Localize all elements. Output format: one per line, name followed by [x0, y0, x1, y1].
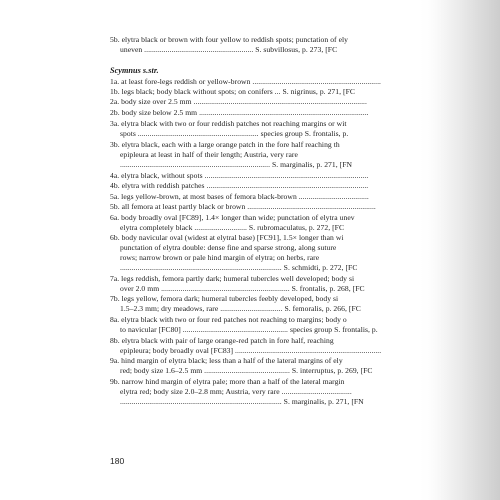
- page-number: 180: [110, 456, 125, 466]
- key-line: epipleura; body broadly oval [FC83] ...........................................................................: [120, 346, 382, 355]
- key-line: rows; narrow brown or pale hind margin of elytra; on herbs, rare: [120, 253, 320, 262]
- key-line: 9b. narrow hind margin of elytra pale; more than a half of the lateral margin: [110, 377, 345, 386]
- section-heading: Scymnus s.str.: [110, 66, 159, 75]
- key-line: to navicular [FC80] ...................................................... species group S. frontalis, p.: [120, 325, 378, 334]
- key-line: 8a. elytra black with two or four red patches not reaching to margins; body o: [110, 315, 347, 324]
- key-line: 1a. at least fore-legs reddish or yellow-brown ..................................................................: [110, 77, 381, 86]
- key-line: 6b. body navicular oval (widest at elytral base) [FC91], 1.5× longer than wi: [110, 233, 344, 242]
- key-line: 2a. body size over 2.5 mm .........................................................................................: [110, 97, 367, 106]
- key-line: elytra completely black ........................... S. rubromaculatus, p. 272, [FC: [120, 223, 345, 232]
- key-line: ............................................................................. S. marginalis, p. 271, [FN: [120, 160, 353, 169]
- key-line: ................................................................................... S. marginalis, p. 271, [FN: [120, 397, 364, 406]
- key-line: 3b. elytra black, each with a large orange patch in the fore half reaching th: [110, 140, 340, 149]
- page-curl-shadow: [430, 0, 500, 500]
- key-line: 3a. elytra black with two or four reddish patches not reaching margins or wit: [110, 119, 347, 128]
- key-line: over 2.0 mm .................................................................. S. frontalis, p. 268, [FC: [120, 284, 365, 293]
- key-line: punctation of elytra double: dense fine and sparse strong, along suture: [120, 243, 337, 252]
- key-line: spots .............................................................. species group S. frontalis, p.: [120, 129, 349, 138]
- key-line: 1b. legs black; body black without spots; on conifers ... S. nigrinus, p. 271, [FC: [110, 87, 355, 96]
- key-line: uneven ........................................................ S. subvillosus, p. 273, [FC: [120, 45, 338, 54]
- key-line: ................................................................................... S. schmidti, p. 272, [FC: [120, 263, 358, 272]
- key-line: 4a. elytra black, without spots ....................................................................................: [110, 171, 369, 180]
- key-line: elytra red; body size 2.0–2.8 mm; Austria, very rare ....................................: [120, 387, 352, 396]
- key-line: 5a. legs yellow-brown, at most bases of femora black-brown ....................................: [110, 192, 369, 201]
- key-line: 5b. elytra black or brown with four yellow to reddish spots; punctation of ely: [110, 35, 348, 44]
- key-line: 2b. body size below 2.5 mm .......................................................................................: [110, 108, 369, 117]
- key-line: 7b. legs yellow, femora dark; humeral tubercles feebly developed, body si: [110, 294, 339, 303]
- key-line: 7a. legs reddish, femora partly dark; humeral tubercles well developed; body si: [110, 274, 355, 283]
- key-line: 8b. elytra black with pair of large orange-red patch in fore half, reaching: [110, 336, 334, 345]
- key-line: 6a. body broadly oval [FC89], 1.4× longer than wide; punctation of elytra unev: [110, 213, 355, 222]
- key-line: 4b. elytra with reddish patches ...................................................................................: [110, 181, 369, 190]
- key-line: 5b. all femora at least partly black or brown ..................................................................: [110, 202, 376, 211]
- key-line: 1.5–2.3 mm; dry meadows, rare ................................ S. femoralis, p. 266, [FC: [120, 304, 361, 313]
- key-line: epipleura at least in half of their length; Austria, very rare: [120, 150, 298, 159]
- key-line: 9a. hind margin of elytra black; less than a half of the lateral margins of ely: [110, 356, 343, 365]
- key-line: red; body size 1.6–2.5 mm ............................................ S. interruptus, p. 269, [FC: [120, 366, 373, 375]
